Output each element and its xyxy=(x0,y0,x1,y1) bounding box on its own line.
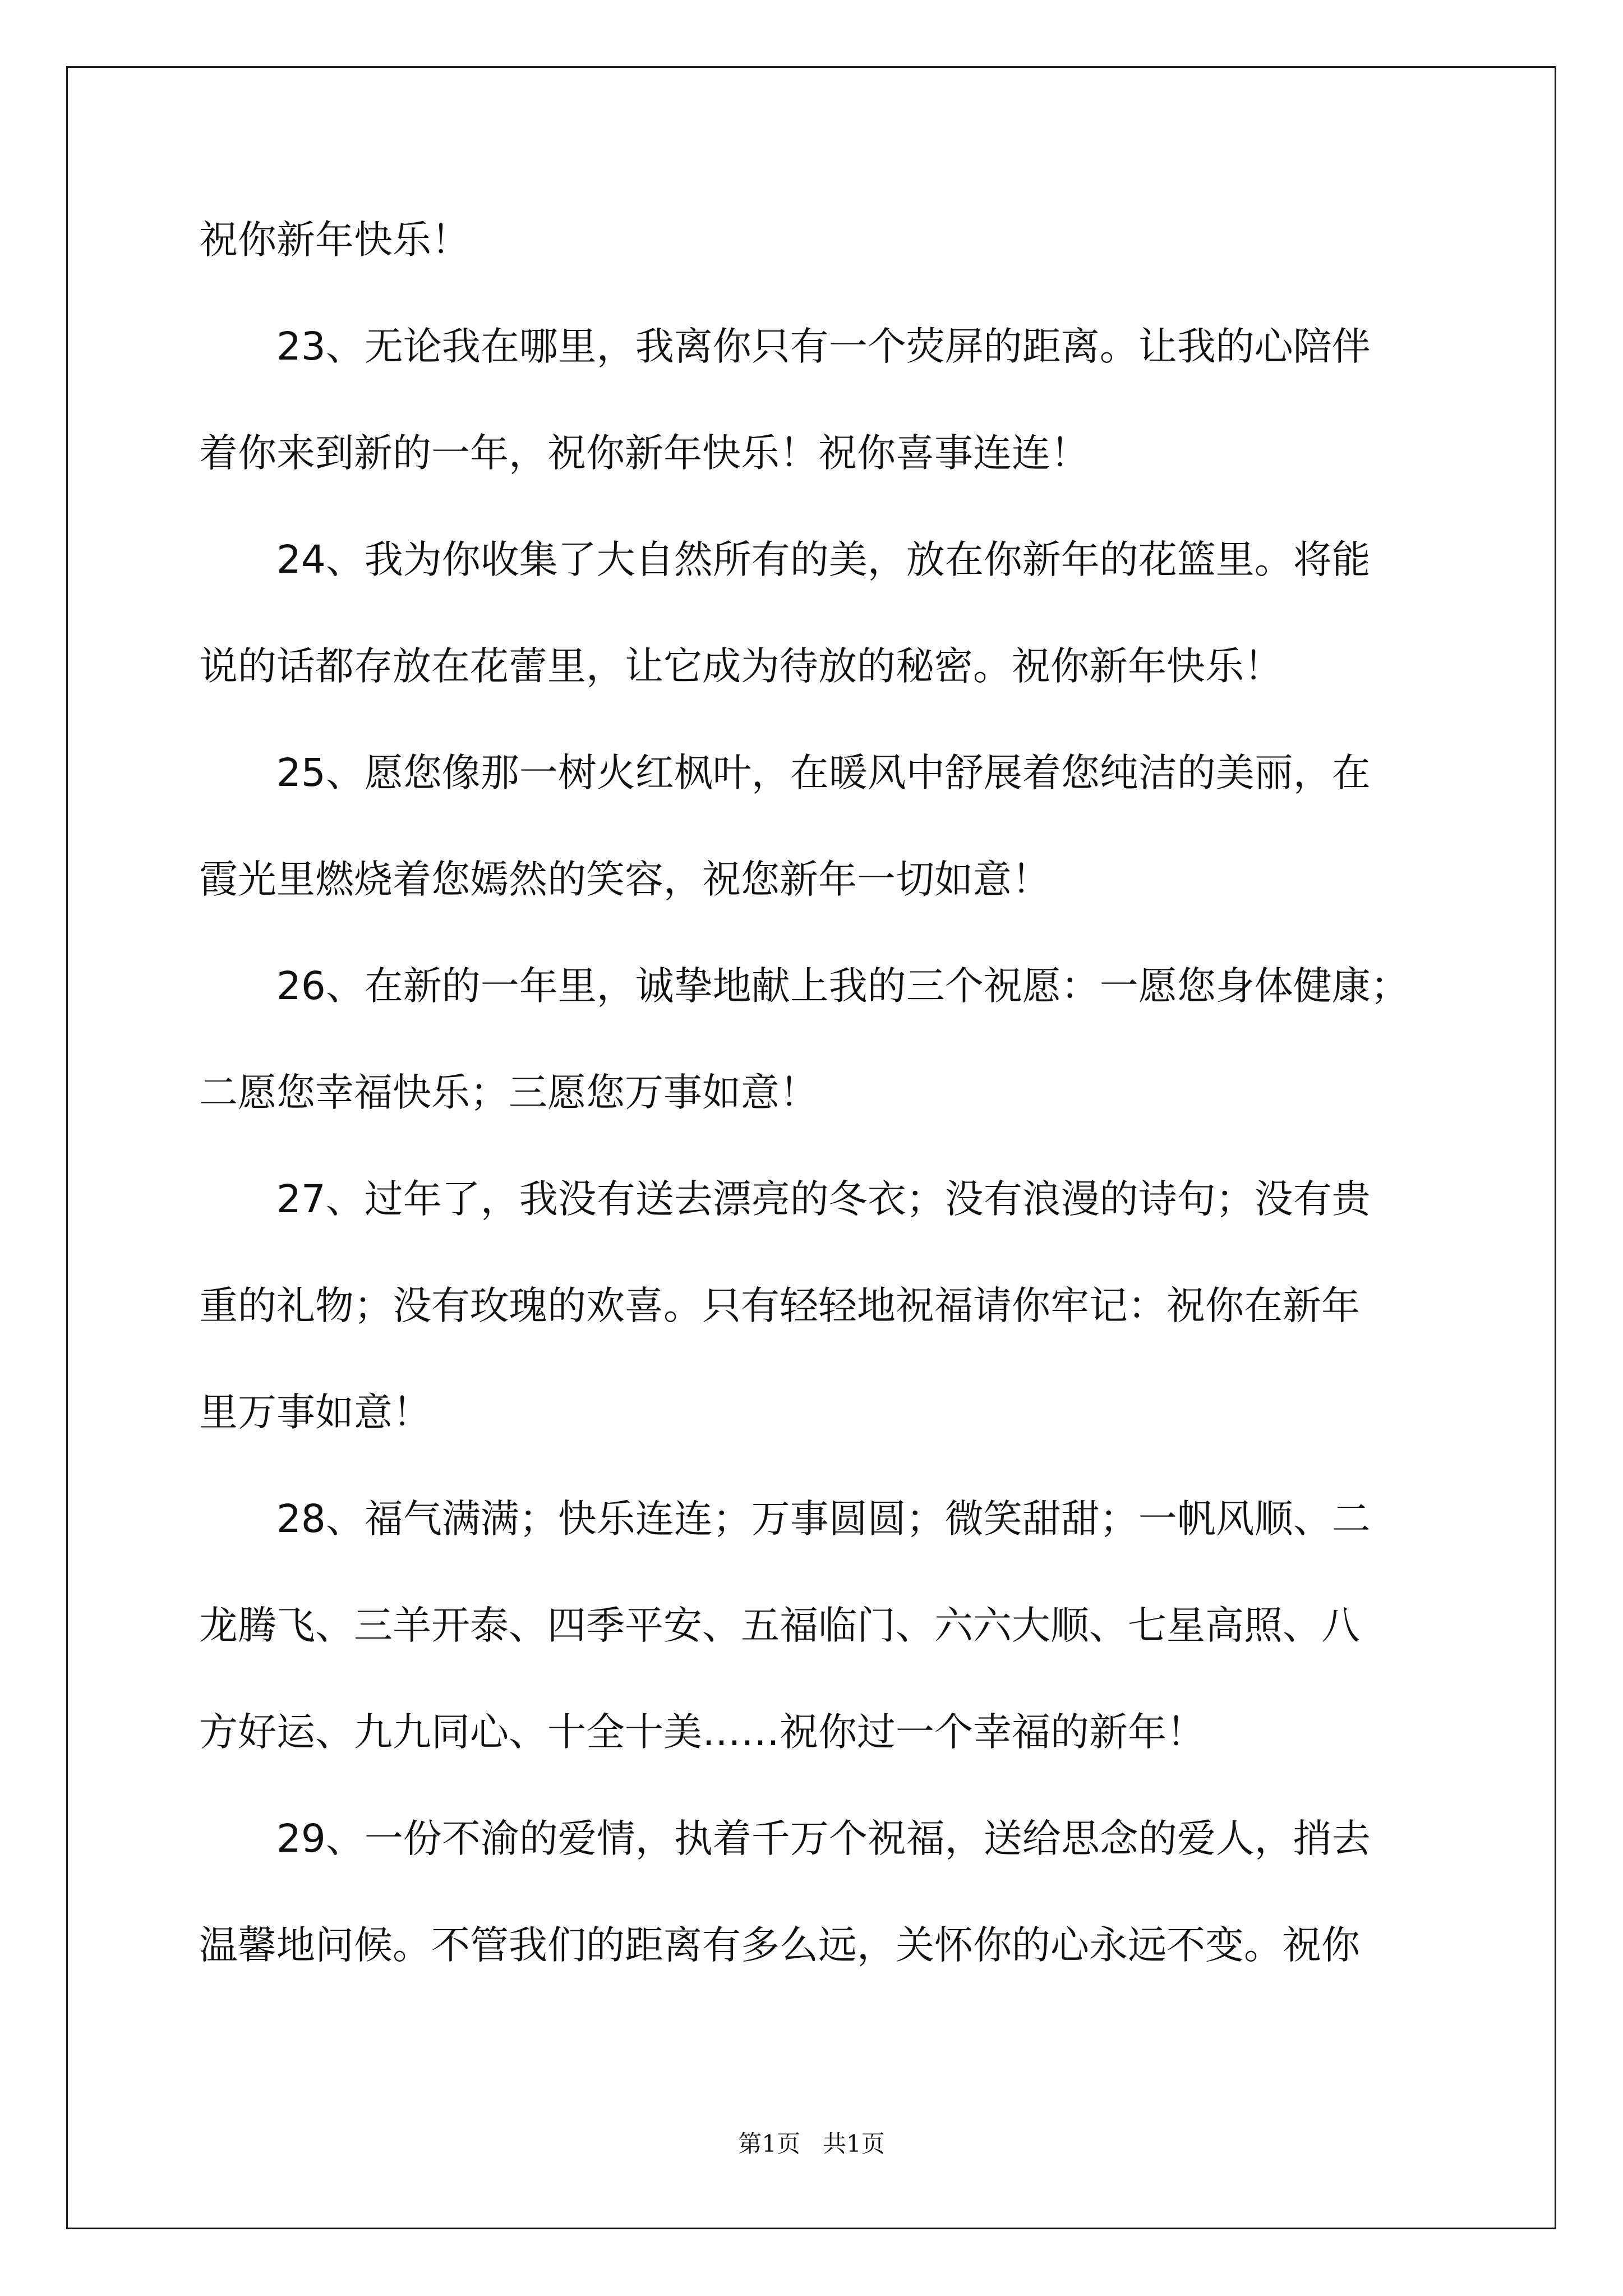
paragraph-29-line-2: 温馨地问候。不管我们的距离有多么远，关怀你的心永远不变。祝你 xyxy=(199,1923,1360,1968)
paragraph-26-line-2: 二愿您幸福快乐；三愿您万事如意！ xyxy=(199,1070,818,1115)
paragraph-27-line-1: 27、过年了，我没有送去漂亮的冬衣；没有浪漫的诗句；没有贵 xyxy=(276,1177,1371,1222)
paragraph-24-line-2: 说的话都存放在花蕾里，让它成为待放的秘密。祝你新年快乐！ xyxy=(199,644,1283,689)
paragraph-27-line-3: 里万事如意！ xyxy=(199,1390,431,1435)
paragraph-27-line-2: 重的礼物；没有玫瑰的欢喜。只有轻轻地祝福请你牢记：祝你在新年 xyxy=(199,1283,1360,1328)
paragraph-28-line-2: 龙腾飞、三羊开泰、四季平安、五福临门、六六大顺、七星高照、八 xyxy=(199,1603,1360,1648)
paragraph-25-line-2: 霞光里燃烧着您嫣然的笑容，祝您新年一切如意！ xyxy=(199,857,1050,902)
document-body xyxy=(199,212,1433,2024)
paragraph-24-line-1: 24、我为你收集了大自然所有的美，放在你新年的花篮里。将能 xyxy=(276,537,1371,582)
paragraph-26-line-1: 26、在新的一年里，诚挚地献上我的三个祝愿：一愿您身体健康； xyxy=(276,964,1409,1009)
paragraph-25-line-1: 25、愿您像那一树火红枫叶，在暖风中舒展着您纯洁的美丽，在 xyxy=(276,751,1371,795)
paragraph-23-line-2: 着你来到新的一年，祝你新年快乐！祝你喜事连连！ xyxy=(199,431,1089,476)
paragraph-23-line-1: 23、无论我在哪里，我离你只有一个荧屏的距离。让我的心陪伴 xyxy=(276,324,1371,369)
page-footer: 第1页 共1页 xyxy=(738,2130,885,2157)
text-line: 祝你新年快乐！ xyxy=(199,218,470,263)
paragraph-28-line-1: 28、福气满满；快乐连连；万事圆圆；微笑甜甜；一帆风顺、二 xyxy=(276,1497,1371,1542)
paragraph-28-line-3: 方好运、九九同心、十全十美……祝你过一个幸福的新年！ xyxy=(199,1710,1205,1755)
paragraph-29-line-1: 29、一份不渝的爱情，执着千万个祝福，送给思念的爱人，捎去 xyxy=(276,1816,1371,1861)
